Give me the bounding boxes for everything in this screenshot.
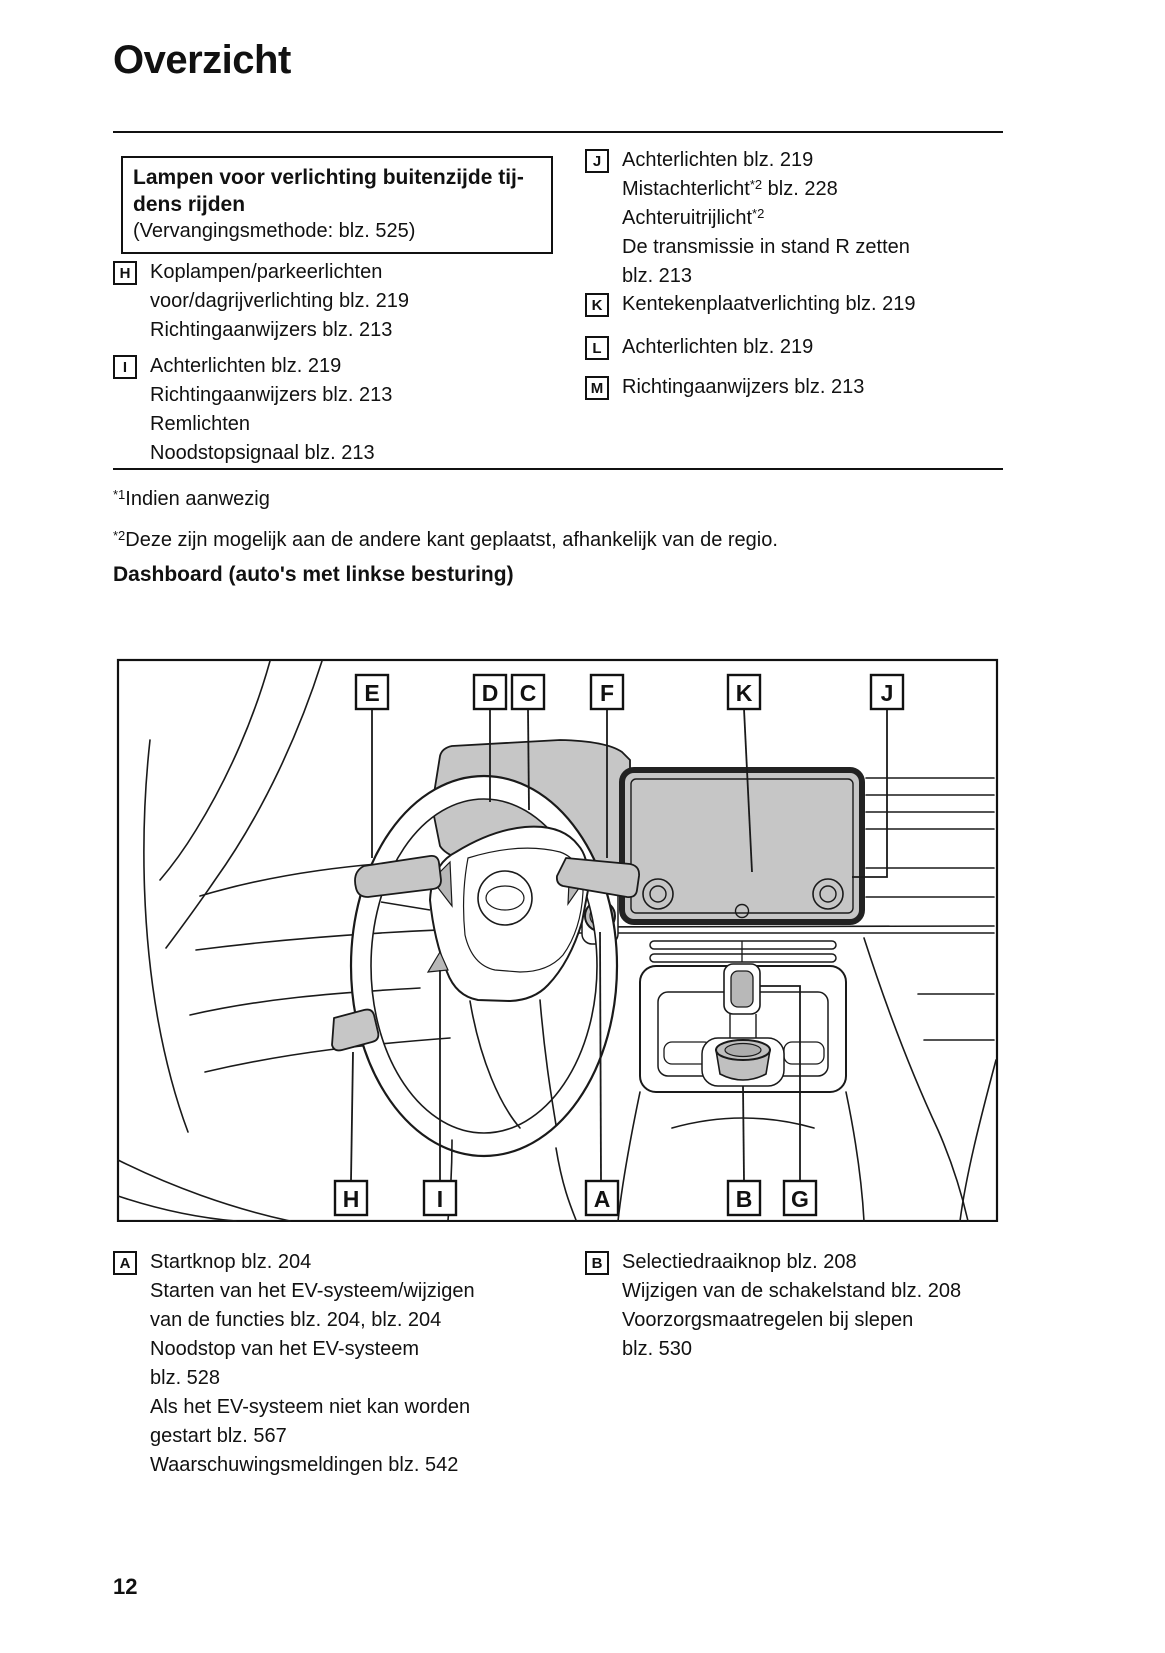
legend-item-H bbox=[113, 258, 409, 345]
footnote-marker: *2 bbox=[113, 528, 126, 543]
lamp-box-title-line1: Lampen voor verlichting buitenzijde tij- bbox=[133, 166, 524, 189]
svg-text:A: A bbox=[593, 1186, 611, 1212]
footnote-marker: *2 bbox=[752, 206, 765, 221]
legend-line: Noodstop van het EV-systeem bbox=[150, 1338, 420, 1360]
legend-item-J bbox=[585, 146, 910, 291]
console-switch bbox=[724, 964, 760, 1014]
legend-key-H: H bbox=[113, 261, 137, 285]
legend-line: Startknop blz. 204 bbox=[150, 1251, 312, 1273]
svg-text:F: F bbox=[599, 680, 615, 706]
legend-key-A: A bbox=[113, 1251, 137, 1275]
diagram-label-C bbox=[512, 675, 544, 709]
diagram-label-I bbox=[424, 1181, 456, 1215]
diagram-label-D bbox=[474, 675, 506, 709]
legend-lines-B bbox=[622, 1248, 961, 1364]
legend-line: Noodstopsignaal blz. 213 bbox=[150, 442, 375, 464]
svg-text:I: I bbox=[436, 1186, 444, 1212]
legend-lines-A bbox=[150, 1248, 475, 1480]
legend-key-K: K bbox=[585, 293, 609, 317]
legend-line: Richtingaanwijzers blz. 213 bbox=[622, 376, 865, 398]
footnote-marker: *2 bbox=[749, 177, 763, 192]
svg-text:C: C bbox=[519, 680, 537, 706]
svg-text:B: B bbox=[735, 1186, 753, 1212]
lamp-section-box bbox=[121, 156, 553, 254]
page-title: Overzicht bbox=[113, 38, 291, 82]
legend-line: Remlichten bbox=[150, 413, 251, 435]
legend-line: Als het EV-systeem niet kan worden bbox=[150, 1396, 471, 1418]
legend-line: blz. 530 bbox=[622, 1338, 693, 1360]
dashboard-diagram bbox=[113, 656, 1003, 1222]
legend-line: Koplampen/parkeerlichten bbox=[150, 261, 383, 283]
legend-key-J: J bbox=[585, 149, 609, 173]
svg-text:J: J bbox=[880, 680, 894, 706]
legend-line: Wijzigen van de schakelstand blz. 208 bbox=[622, 1280, 962, 1302]
divider-top bbox=[113, 131, 1003, 133]
dashboard-heading: Dashboard (auto's met linkse besturing) bbox=[113, 563, 514, 586]
diagram-label-F bbox=[591, 675, 623, 709]
page-number: 12 bbox=[113, 1574, 138, 1599]
diagram-label-E bbox=[356, 675, 388, 709]
legend-lines-I bbox=[150, 352, 392, 468]
legend-line: blz. 528 bbox=[150, 1367, 221, 1389]
touchscreen bbox=[622, 770, 862, 922]
legend-item-K bbox=[585, 290, 916, 319]
legend-line: Achteruitrijlicht$^{*2}$ bbox=[622, 206, 765, 229]
diagram-label-A bbox=[586, 1181, 618, 1215]
legend-line: Voorzorgsmaatregelen bij slepen bbox=[622, 1309, 914, 1331]
footnote-1: $^{*1}$Indien aanwezig bbox=[113, 487, 270, 510]
legend-key-B: B bbox=[585, 1251, 609, 1275]
legend-line: De transmissie in stand R zetten bbox=[622, 236, 910, 258]
legend-item-A bbox=[113, 1248, 475, 1480]
legend-line: Selectiedraaiknop blz. 208 bbox=[622, 1251, 857, 1273]
legend-line: Mistachterlicht$^{*2}$ blz. 228 bbox=[622, 177, 838, 200]
legend-line: Kentekenplaatverlichting blz. 219 bbox=[622, 293, 916, 315]
footnote-2: $^{*2}$Deze zijn mogelijk aan de andere kant geplaatst, afhankelijk van de regio. bbox=[113, 528, 778, 551]
legend-key-I: I bbox=[113, 355, 137, 379]
divider-mid bbox=[113, 468, 1003, 470]
diagram-label-H bbox=[335, 1181, 367, 1215]
legend-line: gestart blz. 567 bbox=[150, 1425, 287, 1447]
lamp-box-note: (Vervangingsmethode: blz. 525) bbox=[133, 220, 416, 242]
legend-line: Achterlichten blz. 219 bbox=[150, 355, 342, 377]
shift-dial bbox=[702, 1038, 784, 1086]
legend-item-I bbox=[113, 352, 392, 468]
diagram-label-G bbox=[784, 1181, 816, 1215]
legend-line: Richtingaanwijzers blz. 213 bbox=[150, 384, 393, 406]
legend-lines-J bbox=[622, 146, 910, 291]
svg-text:H: H bbox=[342, 1186, 360, 1212]
legend-line: voor/dagrijverlichting blz. 219 bbox=[150, 290, 410, 312]
legend-line: blz. 213 bbox=[622, 265, 693, 287]
legend-key-M: M bbox=[585, 376, 609, 400]
legend-line: van de functies blz. 204, blz. 204 bbox=[150, 1309, 442, 1331]
legend-item-L bbox=[585, 333, 813, 362]
diagram-label-K bbox=[728, 675, 760, 709]
svg-text:D: D bbox=[481, 680, 499, 706]
legend-line: Achterlichten blz. 219 bbox=[622, 336, 814, 358]
legend-item-B bbox=[585, 1248, 961, 1364]
diagram-label-B bbox=[728, 1181, 760, 1215]
svg-text:K: K bbox=[735, 680, 753, 706]
legend-line: Waarschuwingsmeldingen blz. 542 bbox=[150, 1454, 459, 1476]
legend-item-M bbox=[585, 373, 864, 402]
legend-line: Starten van het EV-systeem/wijzigen bbox=[150, 1280, 475, 1302]
legend-line: Achterlichten blz. 219 bbox=[622, 149, 814, 171]
legend-key-L: L bbox=[585, 336, 609, 360]
legend-lines-H bbox=[150, 258, 409, 345]
svg-text:G: G bbox=[791, 1186, 809, 1212]
legend-line: Richtingaanwijzers blz. 213 bbox=[150, 319, 393, 341]
lamp-box-title-line2: dens rijden bbox=[133, 193, 246, 216]
diagram-label-J bbox=[871, 675, 903, 709]
footnote-marker: *1 bbox=[113, 487, 126, 502]
svg-text:E: E bbox=[364, 680, 380, 706]
